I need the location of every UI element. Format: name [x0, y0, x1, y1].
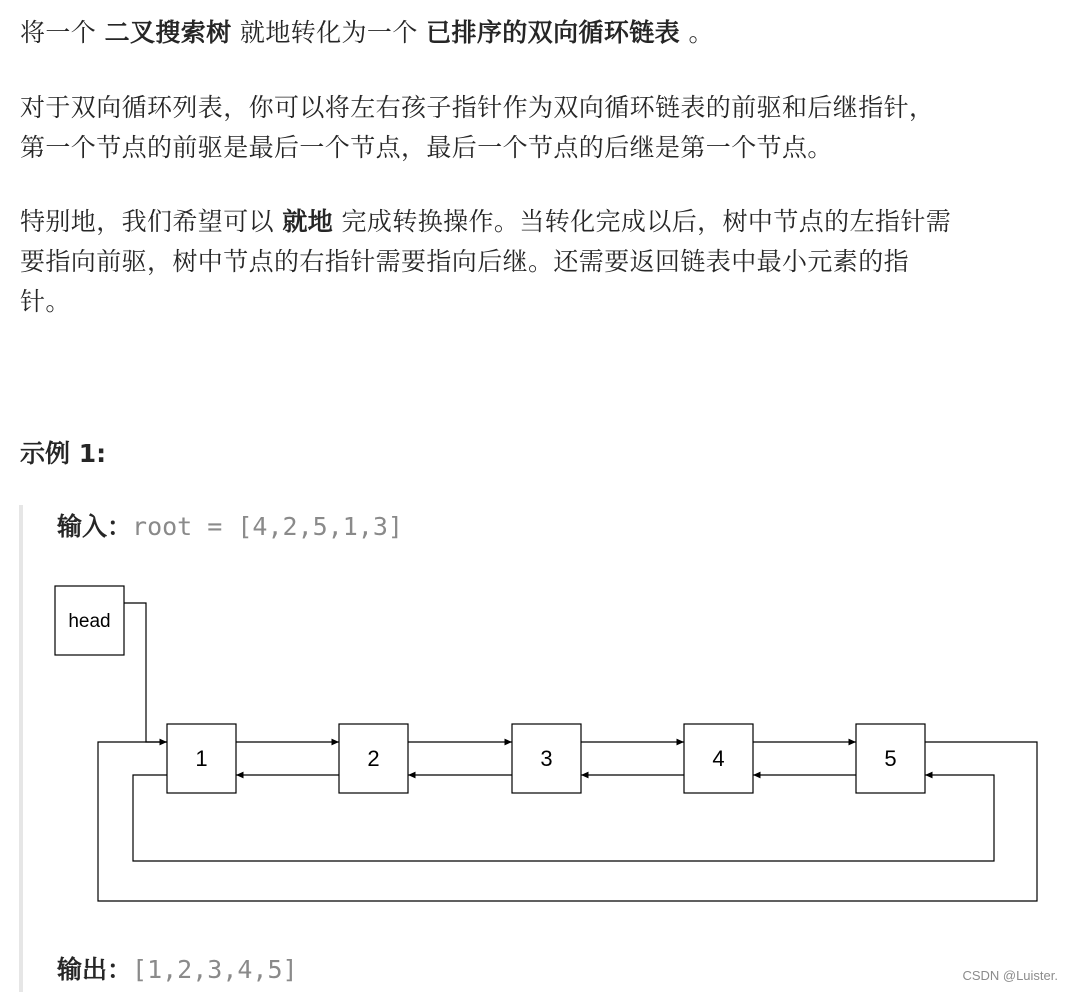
intro-text-1: 将一个: [20, 18, 105, 47]
inplace-line-2: 要指向前驱，树中节点的右指针需要指向后继。还需要返回链表中最小元素的指: [20, 247, 910, 276]
inplace-text-2: 完成转换操作。当转化完成以后，树中节点的左指针需: [333, 207, 952, 236]
list-node-label-2: 2: [367, 746, 380, 771]
pointer-line-2: 第一个节点的前驱是最后一个节点，最后一个节点的后继是第一个节点。: [20, 133, 833, 162]
example-title: 示例 1:: [20, 439, 107, 468]
intro-bold-bst: 二叉搜索树: [104, 18, 232, 47]
intro-text-3: 。: [680, 18, 714, 47]
linked-list-diagram: [23, 505, 1063, 950]
intro-paragraph: [20, 13, 714, 53]
pointer-paragraph: [20, 88, 934, 168]
example-output: [57, 950, 298, 990]
list-node-label-1: 1: [195, 746, 208, 771]
input-label: 输入：: [57, 512, 133, 541]
head-pointer: [124, 603, 167, 742]
input-value: root = [4,2,5,1,3]: [132, 512, 403, 541]
intro-text-2: 就地转化为一个: [231, 18, 427, 47]
inplace-paragraph: [20, 202, 951, 322]
head-label: head: [68, 611, 111, 632]
output-value: [1,2,3,4,5]: [132, 955, 298, 984]
pointer-line-1: 对于双向循环列表，你可以将左右孩子指针作为双向循环链表的前驱和后继指针，: [20, 93, 935, 122]
list-node-label-3: 3: [540, 746, 553, 771]
inplace-text-1: 特别地，我们希望可以: [20, 207, 283, 236]
inplace-bold: 就地: [282, 207, 334, 236]
example-block: [19, 505, 1063, 992]
inplace-line-3: 针。: [20, 287, 71, 316]
list-node-label-5: 5: [884, 746, 897, 771]
list-node-label-4: 4: [712, 746, 725, 771]
node-labels: [195, 746, 896, 771]
watermark: CSDN @Luister.: [962, 968, 1058, 983]
intro-bold-list: 已排序的双向循环链表: [426, 18, 681, 47]
output-label: 输出：: [57, 955, 133, 984]
